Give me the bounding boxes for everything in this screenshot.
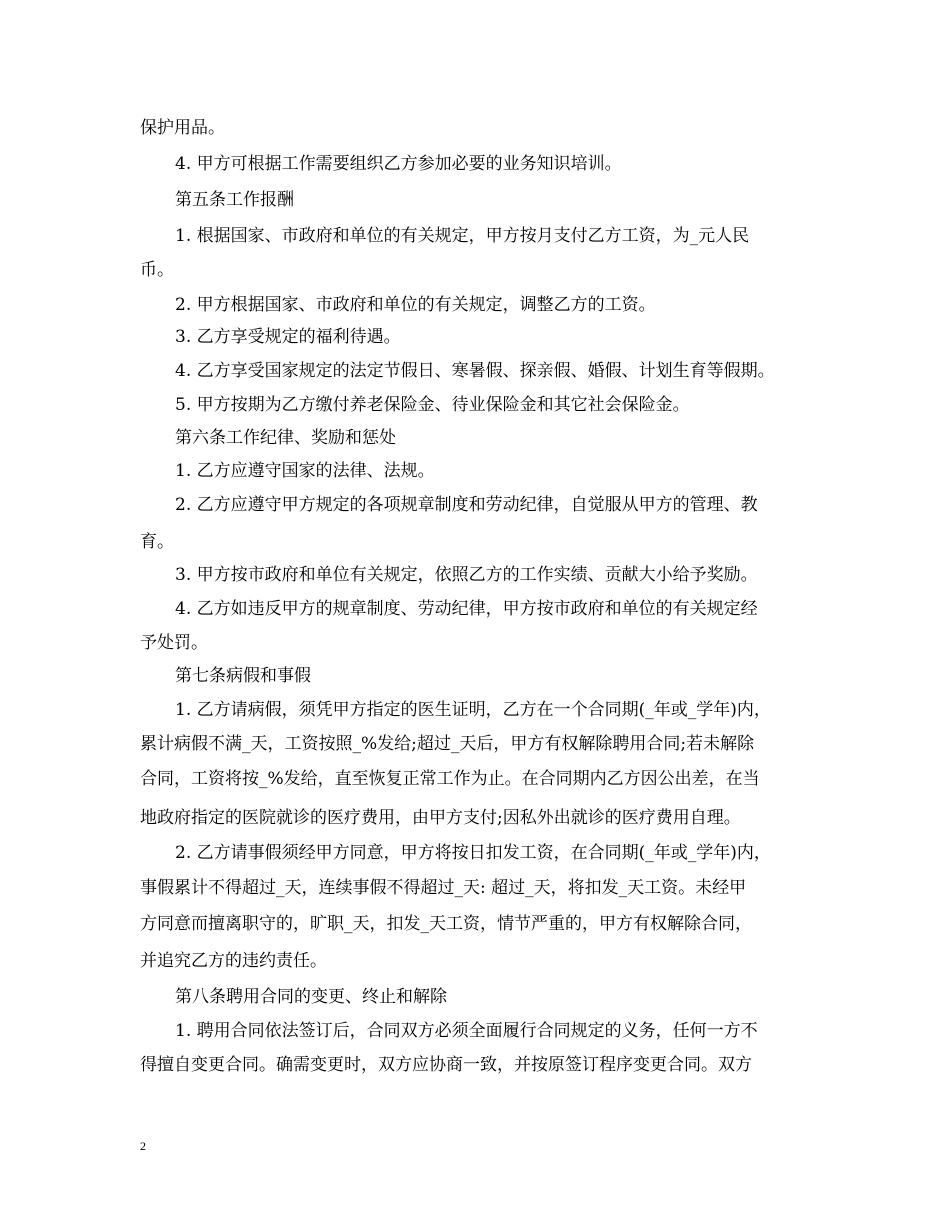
text-line: 3. 甲方按市政府和单位有关规定，依照乙方的工作实绩、贡献大小给予奖励。 <box>175 565 758 585</box>
text-line: 予处罚。 <box>140 633 208 653</box>
text-line: 1. 乙方应遵守国家的法律、法规。 <box>175 461 435 481</box>
text-line: 1. 聘用合同依法签订后，合同双方必须全面履行合同规定的义务，任何一方不 <box>175 1021 758 1041</box>
text-line: 币。 <box>140 260 174 280</box>
page-number: 2 <box>140 1139 146 1153</box>
text-line: 2. 乙方应遵守甲方规定的各项规章制度和劳动纪律，自觉服从甲方的管理、教 <box>175 495 758 515</box>
section-heading: 第六条工作纪律、奖励和惩处 <box>175 428 396 448</box>
text-line: 方同意而擅离职守的，旷职_天，扣发_天工资，情节严重的，甲方有权解除合同， <box>140 914 752 934</box>
text-line: 5. 甲方按期为乙方缴付养老保险金、待业保险金和其它社会保险金。 <box>175 395 690 415</box>
text-line: 1. 乙方请病假，须凭甲方指定的医生证明，乙方在一个合同期(_年或_学年)内， <box>175 700 771 720</box>
text-line: 3. 乙方享受规定的福利待遇。 <box>175 327 401 347</box>
text-line: 累计病假不满_天，工资按照_%发给;超过_天后，甲方有权解除聘用合同;若未解除 <box>140 734 755 754</box>
text-line: 并追究乙方的违约责任。 <box>140 951 327 971</box>
text-line: 1. 根据国家、市政府和单位的有关规定，甲方按月支付乙方工资，为_元人民 <box>175 226 750 246</box>
section-heading: 第七条病假和事假 <box>175 666 311 686</box>
text-line: 4. 甲方可根据工作需要组织乙方参加必要的业务知识培训。 <box>175 154 622 174</box>
text-line: 2. 乙方请事假须经甲方同意，甲方将按日扣发工资，在合同期(_年或_学年)内， <box>175 843 771 863</box>
text-line: 保护用品。 <box>140 118 225 138</box>
text-line: 得擅自变更合同。确需变更时，双方应协商一致，并按原签订程序变更合同。双方 <box>140 1055 752 1075</box>
section-heading: 第八条聘用合同的变更、终止和解除 <box>175 987 447 1007</box>
text-line: 2. 甲方根据国家、市政府和单位的有关规定，调整乙方的工资。 <box>175 295 656 315</box>
text-line: 育。 <box>140 532 174 552</box>
text-line: 事假累计不得超过_天，连续事假不得超过_天: 超过_天，将扣发_天工资。未经甲 <box>140 878 747 898</box>
text-line: 4. 乙方享受国家规定的法定节假日、寒暑假、探亲假、婚假、计划生育等假期。 <box>175 361 775 381</box>
text-line: 地政府指定的医院就诊的医疗费用，由甲方支付;因私外出就诊的医疗费用自理。 <box>140 808 741 828</box>
text-line: 合同，工资将按_%发给，直至恢复正常工作为止。在合同期内乙方因公出差，在当 <box>140 769 760 789</box>
text-line: 4. 乙方如违反甲方的规章制度、劳动纪律，甲方按市政府和单位的有关规定经 <box>175 599 758 619</box>
section-heading: 第五条工作报酬 <box>175 190 294 210</box>
